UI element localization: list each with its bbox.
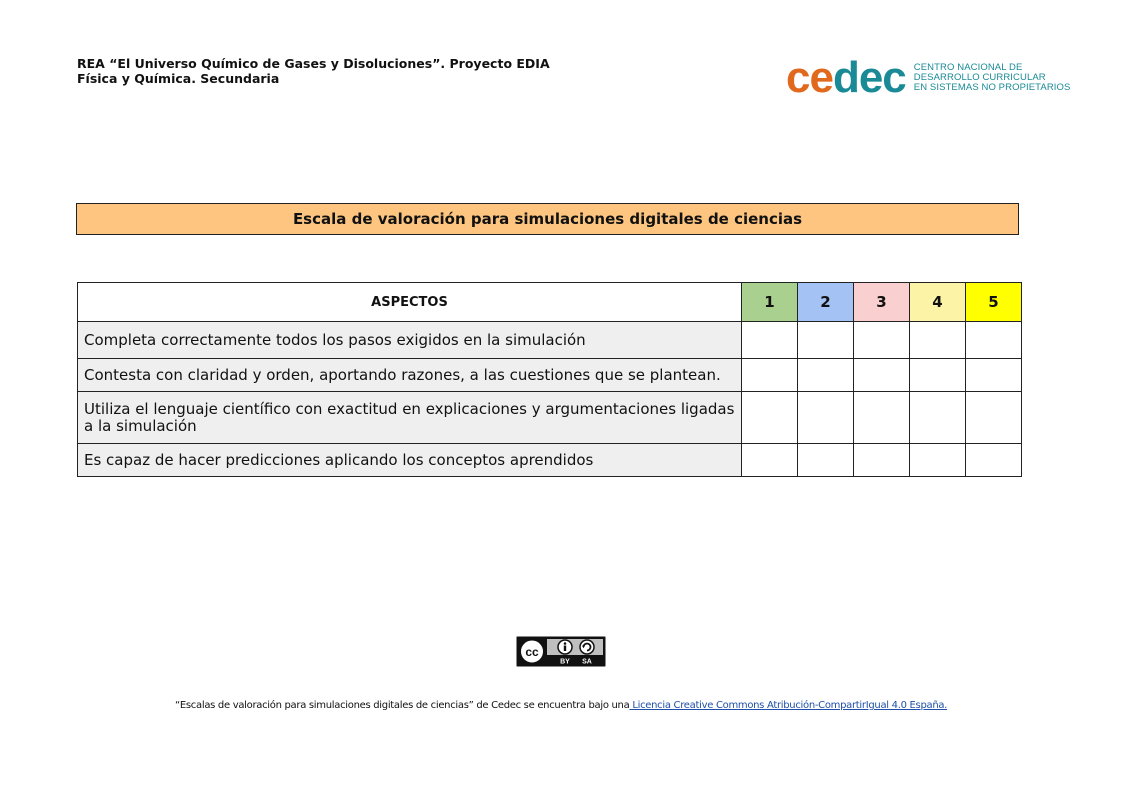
score-cell[interactable] bbox=[854, 359, 910, 392]
cc-by-sa-badge[interactable] bbox=[516, 636, 606, 667]
score-cell[interactable] bbox=[910, 392, 966, 444]
page-title: Escala de valoración para simulaciones digitales de ciencias bbox=[76, 203, 1019, 235]
score-cell[interactable] bbox=[742, 444, 798, 477]
score-cell[interactable] bbox=[966, 392, 1022, 444]
score-cell[interactable] bbox=[742, 359, 798, 392]
svg-text:BY: BY bbox=[560, 658, 570, 666]
score-cell[interactable] bbox=[798, 444, 854, 477]
score-cell[interactable] bbox=[910, 359, 966, 392]
aspect-description: Completa correctamente todos los pasos exigidos en la simulación bbox=[78, 322, 742, 359]
share-alike-icon bbox=[580, 640, 594, 654]
license-footer bbox=[175, 700, 947, 711]
score-cell[interactable] bbox=[798, 392, 854, 444]
svg-text:SA: SA bbox=[582, 658, 592, 666]
cedec-wordmark: cedec bbox=[786, 53, 906, 102]
footer-text: “Escalas de valoración para simulaciones digitales de ciencias” de Cedec se encuentra bajo una bbox=[175, 700, 630, 711]
document-header bbox=[77, 56, 550, 86]
cedec-tagline: CENTRO NACIONAL DE DESARROLLO CURRICULAR EN SISTEMAS NO PROPIETARIOS bbox=[913, 62, 1071, 93]
aspect-description: Utiliza el lenguaje científico con exactitud en explicaciones y argumentaciones ligadas a la simulación bbox=[78, 392, 742, 444]
aspect-description: Contesta con claridad y orden, aportando razones, a las cuestiones que se plantean. bbox=[78, 359, 742, 392]
svg-text:cc: cc bbox=[525, 645, 539, 659]
table-row bbox=[78, 322, 1022, 359]
level-header: 4 bbox=[910, 283, 966, 322]
header-project-line: REA “El Universo Químico de Gases y Disoluciones”. Proyecto EDIA bbox=[77, 56, 550, 71]
score-cell[interactable] bbox=[966, 322, 1022, 359]
table-header-row bbox=[78, 283, 1022, 322]
score-cell[interactable] bbox=[742, 392, 798, 444]
score-cell[interactable] bbox=[854, 392, 910, 444]
score-cell[interactable] bbox=[854, 322, 910, 359]
table-row bbox=[78, 444, 1022, 477]
score-cell[interactable] bbox=[966, 444, 1022, 477]
rating-scale-table bbox=[77, 282, 1022, 477]
score-cell[interactable] bbox=[854, 444, 910, 477]
score-cell[interactable] bbox=[798, 359, 854, 392]
score-cell[interactable] bbox=[798, 322, 854, 359]
level-header: 5 bbox=[966, 283, 1022, 322]
license-link[interactable]: Licencia Creative Commons Atribución-CompartirIgual 4.0 España. bbox=[629, 700, 948, 711]
aspect-description: Es capaz de hacer predicciones aplicando los conceptos aprendidos bbox=[78, 444, 742, 477]
table-row bbox=[78, 359, 1022, 392]
cedec-logo bbox=[786, 53, 1071, 102]
aspects-header: ASPECTOS bbox=[78, 283, 742, 322]
level-header: 1 bbox=[742, 283, 798, 322]
score-cell[interactable] bbox=[910, 322, 966, 359]
header-subject-line: Física y Química. Secundaria bbox=[77, 71, 280, 86]
score-cell[interactable] bbox=[742, 322, 798, 359]
level-header: 3 bbox=[854, 283, 910, 322]
score-cell[interactable] bbox=[910, 444, 966, 477]
score-cell[interactable] bbox=[966, 359, 1022, 392]
table-row bbox=[78, 392, 1022, 444]
level-header: 2 bbox=[798, 283, 854, 322]
